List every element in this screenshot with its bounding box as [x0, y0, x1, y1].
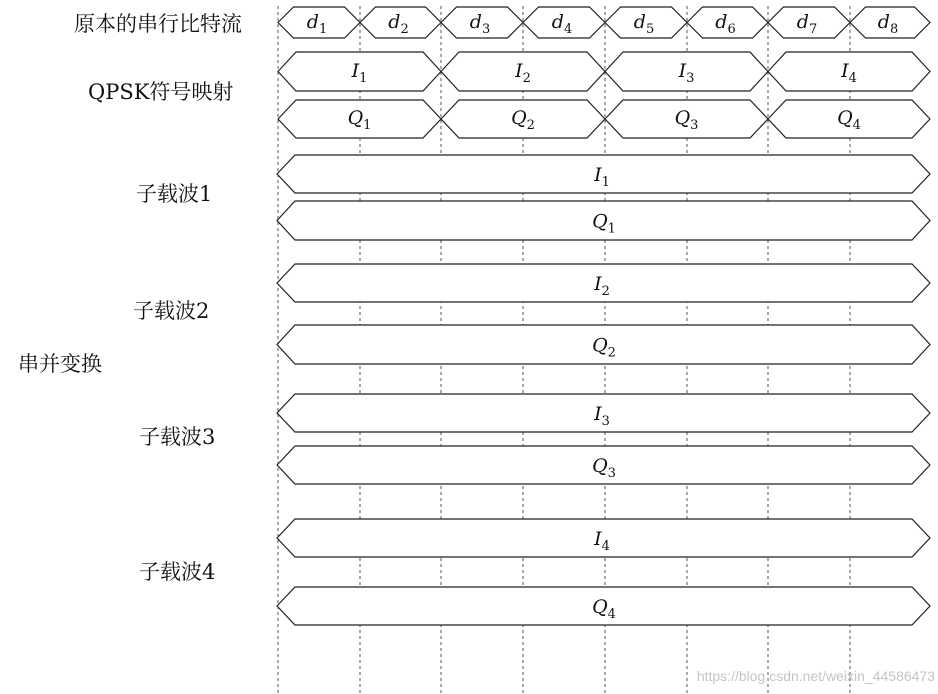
- row-label-serial-parallel: 串并变换: [18, 352, 102, 376]
- subcarrier-q-label-symbol: Q: [592, 334, 608, 357]
- subcarrier-q-label-symbol: Q: [592, 210, 608, 233]
- bit-label-symbol: d: [469, 11, 482, 33]
- bit-label-subscript: 8: [889, 22, 899, 37]
- qpsk-q-label-symbol: Q: [511, 107, 527, 129]
- bit-label-symbol: d: [551, 11, 564, 33]
- qpsk-q-label-symbol: Q: [837, 107, 853, 129]
- qpsk-q-label-subscript: 1: [363, 118, 372, 133]
- bit-label-subscript: 7: [808, 22, 818, 37]
- qpsk-i-label-subscript: 3: [686, 71, 695, 86]
- bit-label-subscript: 4: [563, 22, 573, 37]
- qpsk-q-label-symbol: Q: [674, 107, 691, 129]
- row-label-subcarrier-4: 子载波4: [139, 560, 216, 584]
- bit-label-symbol: d: [715, 11, 728, 33]
- row-label-qpsk-mapping: QPSK符号映射: [88, 80, 234, 104]
- subcarrier-i-label-subscript: 1: [601, 175, 610, 190]
- qpsk-i-label-symbol: I: [841, 60, 849, 82]
- row-label-original-bitstream: 原本的串行比特流: [74, 12, 242, 36]
- subcarrier-q-label-subscript: 2: [607, 345, 616, 361]
- signal-rows: [277, 7, 930, 625]
- bit-label-symbol: d: [306, 11, 319, 33]
- bit-label-subscript: 2: [400, 22, 409, 37]
- qpsk-i-label-subscript: 1: [359, 71, 368, 86]
- qpsk-i-label-subscript: 4: [848, 71, 857, 86]
- subcarrier-i-label-symbol: I: [594, 403, 602, 425]
- subcarrier-i-label-subscript: 2: [601, 284, 610, 299]
- qpsk-i-label-subscript: 2: [522, 71, 531, 86]
- bit-label-symbol: d: [633, 11, 646, 33]
- subcarrier-q-label-symbol: Q: [592, 596, 608, 618]
- subcarrier-q-label-subscript: 3: [607, 466, 616, 481]
- watermark: https://blog.csdn.net/weixin_44586473: [696, 668, 935, 684]
- subcarrier-i-label-subscript: 3: [601, 414, 610, 429]
- subcarrier-q-label-subscript: 4: [607, 607, 616, 622]
- bit-label-subscript: 3: [481, 22, 491, 37]
- bit-label-symbol: d: [796, 11, 809, 33]
- subcarrier-q-label-symbol: Q: [592, 455, 608, 477]
- qpsk-i-label-symbol: I: [515, 60, 523, 82]
- qpsk-q-label-subscript: 2: [526, 118, 535, 133]
- subcarrier-i-label-symbol: I: [594, 273, 602, 295]
- subcarrier-q-label-subscript: 1: [607, 221, 616, 237]
- qpsk-i-label-symbol: I: [351, 60, 360, 82]
- bit-label-symbol: d: [388, 11, 401, 33]
- qpsk-i-label-symbol: I: [678, 60, 687, 82]
- subcarrier-i-label-symbol: I: [594, 164, 602, 186]
- qpsk-q-label-subscript: 4: [852, 118, 861, 133]
- subcarrier-i-label-symbol: I: [594, 528, 602, 550]
- qpsk-q-label-subscript: 3: [690, 118, 699, 133]
- subcarrier-i-label-subscript: 4: [601, 539, 610, 554]
- qpsk-q-label-symbol: Q: [347, 107, 364, 129]
- bit-label-subscript: 1: [318, 22, 328, 37]
- bit-label-subscript: 6: [727, 22, 736, 37]
- bit-label-subscript: 5: [645, 22, 655, 37]
- row-label-subcarrier-3: 子载波3: [139, 425, 216, 449]
- row-label-subcarrier-2: 子载波2: [133, 299, 210, 323]
- row-label-subcarrier-1: 子载波1: [136, 182, 213, 206]
- bit-label-symbol: d: [877, 11, 890, 33]
